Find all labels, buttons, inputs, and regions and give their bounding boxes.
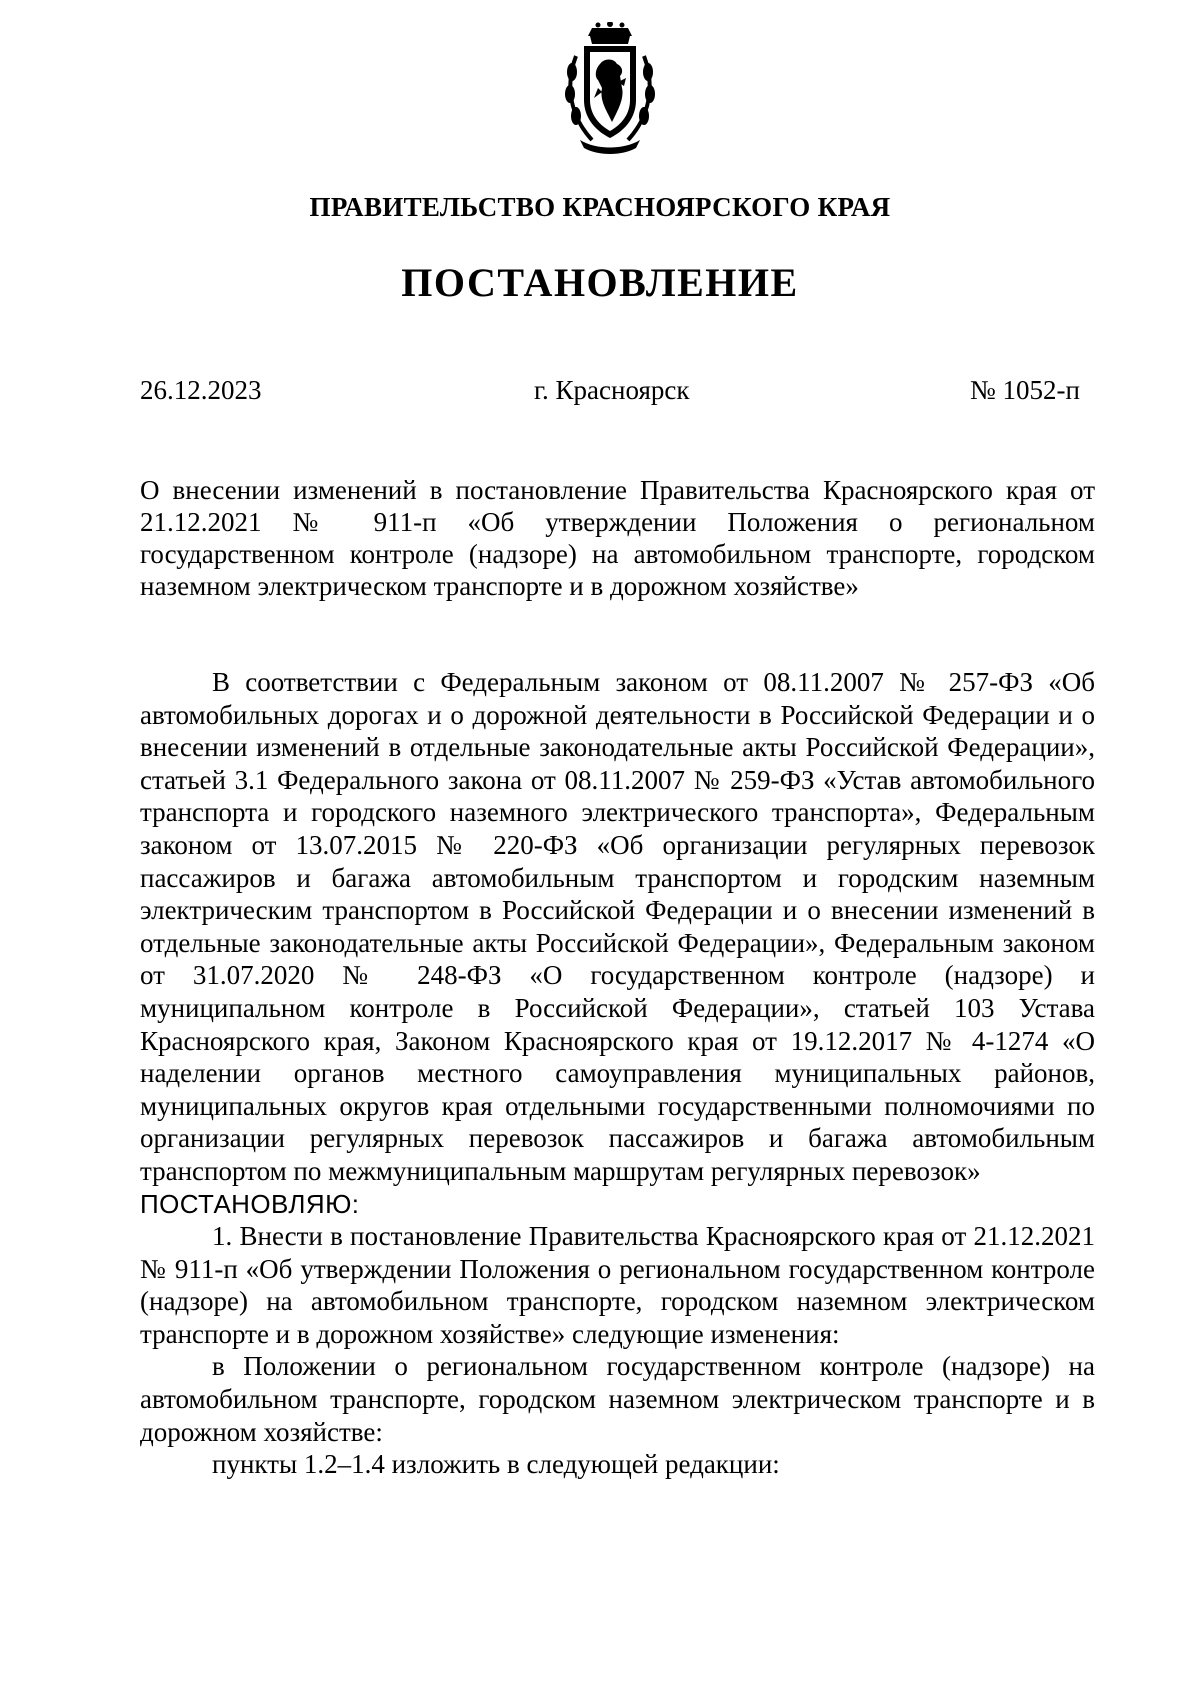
item-1-paragraph: 1. Внести в постановление Правительства Красноярского края от 21.12.2021 № 911-п «Об утверждении Положения о региональном государственном контроле (надзоре) на автомобильном транспорте, городском наземном электрическом транспорте и в дорожном хозяйстве» следующие изменения: <box>140 1221 1095 1349</box>
item-1-sub-paragraph: в Положении о региональном государственном контроле (надзоре) на автомобильном транспорте, городском наземном электрическом транспорте и в дорожном хозяйстве: <box>140 1351 1095 1447</box>
item-1-sub2-paragraph: пункты 1.2–1.4 изложить в следующей редакции: <box>212 1449 780 1480</box>
document-type-title: ПОСТАНОВЛЕНИЕ <box>401 260 799 305</box>
decree-word: ПОСТАНОВЛЯЮ: <box>140 1188 360 1219</box>
document-subject: О внесении изменений в постановление Правительства Красноярского края от 21.12.2021 № 911-п «Об утверждении Положения о региональном государственном контроле (надзоре) на автомобильном транспорте, городском наземном электрическом транспорте и в дорожном хозяйстве» <box>140 475 1095 601</box>
document-date: 26.12.2023 <box>140 375 262 405</box>
document-body <box>140 666 1095 1481</box>
document-city: г. Красноярск <box>534 375 690 405</box>
organization-title: ПРАВИТЕЛЬСТВО КРАСНОЯРСКОГО КРАЯ <box>309 192 891 222</box>
preamble-paragraph: В соответствии с Федеральным законом от 08.11.2007 № 257-ФЗ «Об автомобильных дорогах и о дорожной деятельности в Российской Федерации и о внесении изменений в отдельные законодательные акты Российской Федерации», статьей 3.1 Федерального закона от 08.11.2007 № 259-ФЗ «Устав автомобильного транспорта и городского наземного электрического транспорта», Федеральным законом от 13.07.2015 № 220-ФЗ «Об организации регулярных перевозок пассажиров и багажа автомобильным транспортом и городским наземным электрическим транспортом в Российской Федерации и о внесении изменений в отдельные законодательные акты Российской Федерации», Федеральным законом от 31.07.2020 № 248-ФЗ «О государственном контроле (надзоре) и муниципальном контроле в Российской Федерации», статьей 103 Устава Красноярского края, Законом Красноярского края от 19.12.2017 № 4-1274 «О наделении органов местного самоуправления муниципальных районов, муниципальных округов края отдельными государственными полномочиями по организации регулярных перевозок пассажиров и багажа автомобильным транспортом по межмуниципальным маршрутам регулярных перевозок» <box>140 667 1095 1186</box>
document-number: № 1052-п <box>970 375 1080 405</box>
coat-of-arms-icon <box>562 22 658 156</box>
